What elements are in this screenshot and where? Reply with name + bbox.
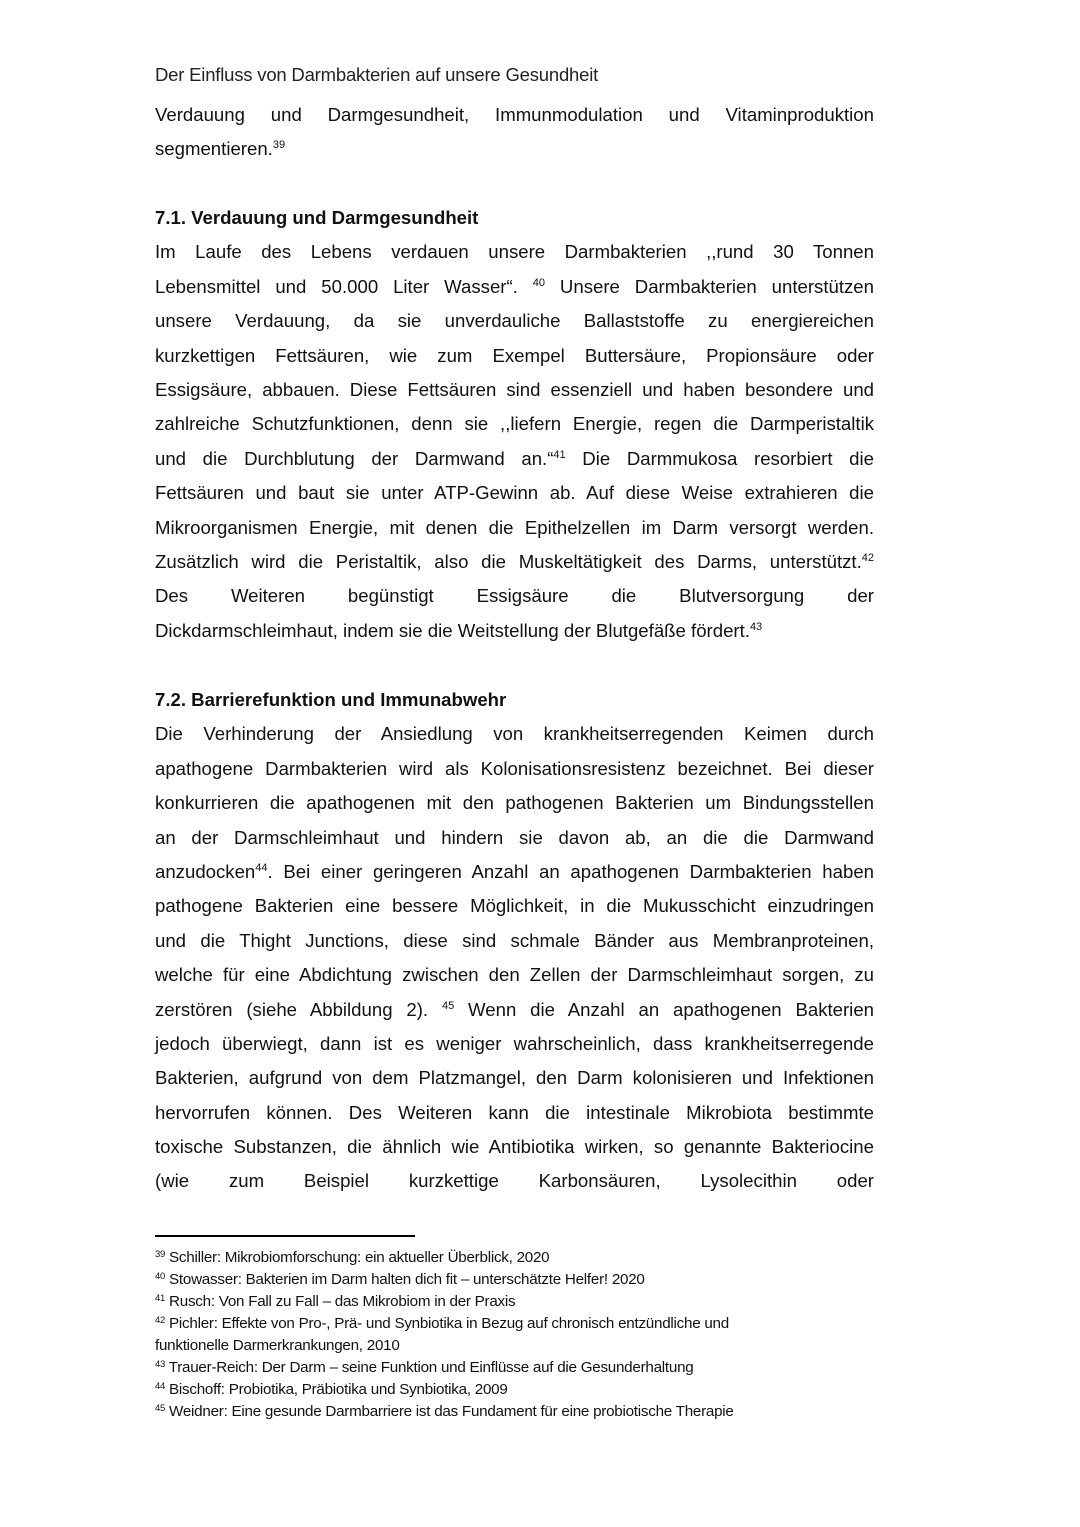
text-segment: an der Darmschleimhaut und hindern sie davon ab, an die die Darmwand — [155, 826, 874, 848]
text-segment: Verdauung und Darmgesundheit, Immunmodulation und Vitaminproduktion — [155, 104, 874, 125]
text-segment: zahlreiche Schutzfunktionen, denn sie ,,liefern Energie, regen die Darmperistaltik — [155, 413, 874, 435]
text-segment: Des Weiteren begünstigt Essigsäure die Blutversorgung der — [155, 585, 874, 607]
text-line — [155, 442, 874, 476]
section-heading — [155, 201, 874, 235]
running-header: Der Einfluss von Darmbakterien auf unsere Gesundheit — [155, 64, 599, 85]
footnote-ref: 45 — [441, 999, 455, 1012]
footnote-text: Pichler: Effekte von Pro-, Prä- und Synbiotika in Bezug auf chronisch entzündliche und — [165, 1315, 729, 1332]
footnote-number: 44 — [155, 1381, 166, 1392]
text-line — [155, 407, 874, 441]
text-segment: 7.2. Barrierefunktion und Immunabwehr — [155, 689, 507, 710]
text-line — [155, 614, 874, 648]
text-segment: unsere Verdauung, da sie unverdauliche Ballaststoffe zu energiereichen — [155, 310, 874, 332]
text-line — [155, 924, 874, 958]
section-7-1 — [155, 201, 874, 648]
footnote-number: 45 — [155, 1403, 166, 1414]
footnote-text: Trauer-Reich: Der Darm – seine Funktion und Einflüsse auf die Gesunderhaltung — [165, 1359, 694, 1376]
footnote-text: Stowasser: Bakterien im Darm halten dich fit – unterschätzte Helfer! 2020 — [165, 1271, 645, 1288]
footnote — [155, 1291, 875, 1313]
text-segment: apathogene Darmbakterien wird als Kolonisationsresistenz bezeichnet. Bei dieser — [155, 757, 874, 779]
footnote — [155, 1357, 875, 1379]
text-segment: hervorrufen können. Des Weiteren kann die intestinale Mikrobiota bestimmte — [155, 1101, 874, 1123]
footnote-number: 43 — [155, 1359, 166, 1370]
footnote-text: Schiller: Mikrobiomforschung: ein aktueller Überblick, 2020 — [165, 1249, 550, 1266]
text-segment: konkurrieren die apathogenen mit den pathogenen Bakterien um Bindungsstellen — [155, 792, 874, 814]
text-line — [155, 855, 874, 889]
text-line — [155, 132, 874, 166]
footnote-number: 42 — [155, 1315, 166, 1326]
text-segment: Die Darmmukosa resorbiert die — [565, 447, 874, 469]
text-segment: (wie zum Beispiel kurzkettige Karbonsäuren, Lysolecithin oder — [155, 1170, 874, 1192]
footnote-ref: 41 — [553, 448, 566, 461]
text-segment: 7.1. Verdauung und Darmgesundheit — [155, 207, 479, 228]
text-segment: jedoch überwiegt, dann ist es weniger wahrscheinlich, dass krankheitserregende — [155, 1032, 874, 1054]
text-segment: anzudocken — [155, 860, 256, 882]
text-segment: toxische Substanzen, die ähnlich wie Antibiotika wirken, so genannte Bakteriocine — [155, 1136, 874, 1158]
text-line — [155, 1096, 874, 1130]
footnote-number: 40 — [155, 1271, 166, 1282]
text-segment: Essigsäure, abbauen. Diese Fettsäuren sind essenziell und haben besondere und — [155, 378, 874, 400]
text-segment: Mikroorganismen Energie, mit denen die Epithelzellen im Darm versorgt werden. — [155, 516, 874, 538]
text-line — [155, 235, 874, 269]
text-segment: pathogene Bakterien eine bessere Möglichkeit, in die Mukusschicht einzudringen — [155, 895, 874, 917]
text-line — [155, 993, 874, 1027]
footnote-ref: 40 — [532, 276, 546, 289]
text-line — [155, 476, 874, 510]
footnote — [155, 1379, 875, 1401]
text-segment: kurzkettigen Fettsäuren, wie zum Exempel Buttersäure, Propionsäure oder — [155, 344, 874, 366]
footnote-text: Bischoff: Probiotika, Präbiotika und Synbiotika, 2009 — [165, 1381, 508, 1398]
footnote-text: funktionelle Darmerkrankungen, 2010 — [155, 1337, 400, 1354]
text-line — [155, 98, 874, 132]
footnotes — [155, 1247, 875, 1423]
text-segment: welche für eine Abdichtung zwischen den Zellen der Darmschleimhaut sorgen, zu — [155, 964, 874, 986]
text-line — [155, 339, 874, 373]
text-segment: . Bei einer geringeren Anzahl an apathogenen Darmbakterien haben — [267, 860, 874, 882]
footnote-ref: 39 — [272, 139, 286, 152]
text-line — [155, 1164, 874, 1198]
text-segment: Fettsäuren und baut sie unter ATP-Gewinn ab. Auf diese Weise extrahieren die — [155, 482, 874, 504]
text-segment: Unsere Darmbakterien unterstützen — [545, 275, 874, 297]
text-segment: Die Verhinderung der Ansiedlung von krankheitserregenden Keimen durch — [155, 723, 874, 745]
footnote-ref: 43 — [749, 620, 763, 633]
footnote-text: Weidner: Eine gesunde Darmbarriere ist das Fundament für eine probiotische Therapie — [165, 1403, 734, 1420]
text-line — [155, 1130, 874, 1164]
text-line — [155, 821, 874, 855]
text-line — [155, 958, 874, 992]
text-segment: segmentieren. — [155, 138, 273, 160]
footnote — [155, 1313, 875, 1335]
text-segment: und die Thight Junctions, diese sind schmale Bänder aus Membranproteinen, — [155, 929, 874, 951]
footnote-separator — [155, 1235, 415, 1237]
text-segment: zerstören (siehe Abbildung 2). — [155, 998, 442, 1020]
footnote-ref: 44 — [255, 861, 268, 874]
footnote — [155, 1401, 875, 1423]
text-segment: Lebensmittel und 50.000 Liter Wasser“. — [155, 275, 533, 297]
text-line — [155, 889, 874, 923]
footnote — [155, 1269, 875, 1291]
footnote-ref: 42 — [861, 551, 874, 564]
footnote-text: Rusch: Von Fall zu Fall – das Mikrobiom in der Praxis — [165, 1293, 516, 1310]
section-heading — [155, 683, 874, 717]
text-line — [155, 270, 874, 304]
text-line — [155, 752, 874, 786]
text-segment: Im Laufe des Lebens verdauen unsere Darmbakterien ,,rund 30 Tonnen — [155, 241, 874, 263]
section-7-2 — [155, 683, 874, 1199]
paragraph-intro — [155, 98, 874, 167]
text-line — [155, 717, 874, 751]
text-line — [155, 304, 874, 338]
footnote — [155, 1335, 875, 1357]
footnote-number: 39 — [155, 1249, 166, 1260]
text-line — [155, 545, 874, 579]
text-line — [155, 373, 874, 407]
text-segment: Bakterien, aufgrund von dem Platzmangel, den Darm kolonisieren und Infektionen — [155, 1067, 874, 1089]
footnote-number: 41 — [155, 1293, 166, 1304]
text-line — [155, 511, 874, 545]
text-line — [155, 1061, 874, 1095]
footnote — [155, 1247, 875, 1269]
text-segment: Dickdarmschleimhaut, indem sie die Weitstellung der Blutgefäße fördert. — [155, 619, 750, 641]
text-segment: Zusätzlich wird die Peristaltik, also die Muskeltätigkeit des Darms, unterstützt. — [155, 550, 862, 572]
text-segment: Wenn die Anzahl an apathogenen Bakterien — [454, 998, 874, 1020]
text-line — [155, 579, 874, 613]
text-segment: und die Durchblutung der Darmwand an.“ — [155, 447, 554, 469]
text-line — [155, 1027, 874, 1061]
text-line — [155, 786, 874, 820]
